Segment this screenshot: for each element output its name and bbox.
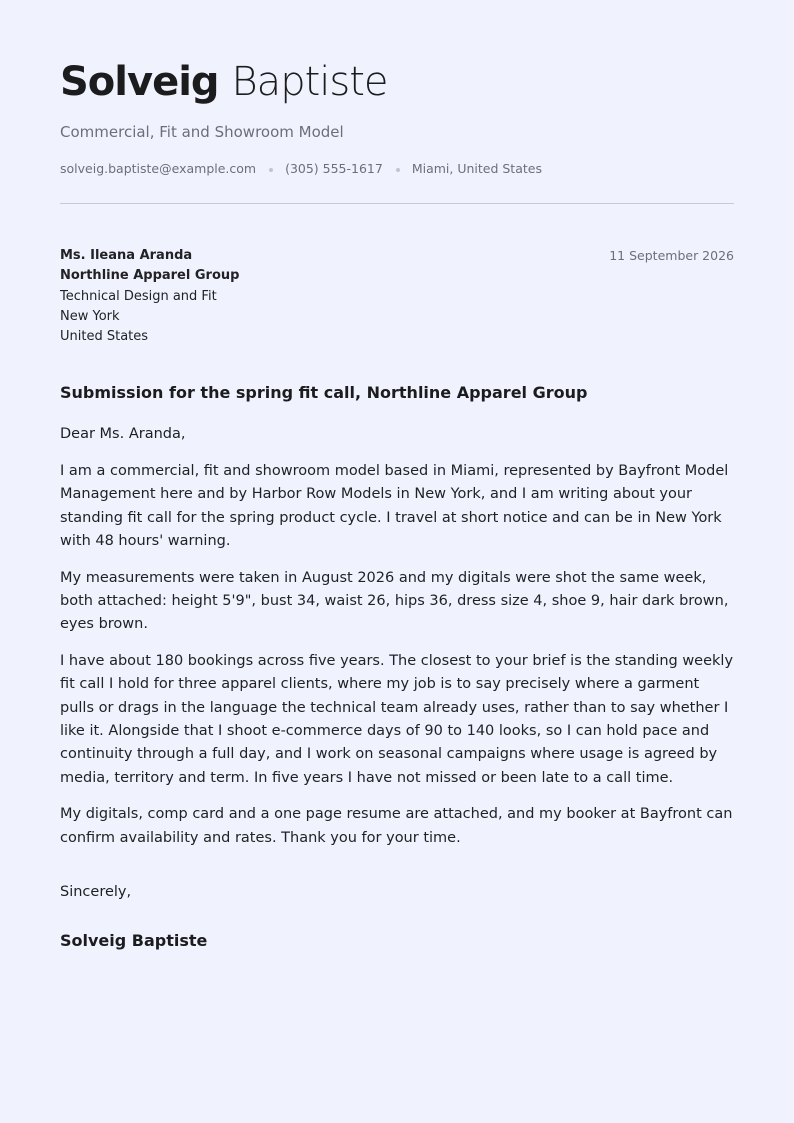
- sender-last-name: Baptiste: [231, 59, 388, 105]
- separator-dot: [396, 168, 400, 172]
- body-paragraph: My measurements were taken in August 2026 and my digitals were shot the same week, both attached: height 5'9", bust 34, waist 26, hips 36, dress size 4, shoe 9, hair dark brown, eyes brown.: [60, 569, 729, 633]
- header-divider: [60, 203, 734, 204]
- sender-title: Commercial, Fit and Showroom Model: [60, 123, 344, 141]
- sender-phone: (305) 555-1617: [285, 161, 383, 176]
- letter-subject: Submission for the spring fit call, Northline Apparel Group: [60, 383, 588, 403]
- sender-first-name: Solveig: [60, 59, 219, 105]
- contact-line: [60, 161, 734, 177]
- body-paragraph: I have about 180 bookings across five years. The closest to your brief is the standing weekly fit call I hold for three apparel clients, where my job is to say precisely where a garment pulls or drags in the language the technical team already uses, rather than to say whether I like it. Alongside that I shoot e-commerce days of 90 to 140 looks, so I can hold pace and continuity through a full day, and I work on seasonal campaigns where usage is agreed by media, territory and term. In five years I have not missed or been late to a call time.: [60, 652, 734, 786]
- closing: Sincerely,: [60, 883, 132, 900]
- signature: Solveig Baptiste: [60, 931, 208, 951]
- salutation: Dear Ms. Aranda,: [60, 426, 186, 443]
- recipient-company: Northline Apparel Group: [60, 268, 240, 284]
- body-paragraph: My digitals, comp card and a one page resume are attached, and my booker at Bayfront can confirm availability and rates. Thank you for your time.: [60, 806, 733, 846]
- body-paragraph: I am a commercial, fit and showroom model based in Miami, represented by Bayfront Model Management here and by Harbor Row Models in New York, and I am writing about your standing fit call for the spring product cycle. I travel at short notice and can be in New York with 48 hours' warning.: [60, 462, 729, 550]
- separator-dot: [269, 168, 273, 172]
- recipient-city: New York: [60, 308, 120, 324]
- sender-location: Miami, United States: [411, 161, 542, 176]
- letter-date: 11 September 2026: [609, 248, 734, 263]
- recipient-country: United States: [60, 329, 149, 345]
- recipient-block: [60, 246, 734, 347]
- sender-email: solveig.baptiste@example.com: [60, 161, 257, 176]
- sender-name: [60, 58, 734, 106]
- letter-header: [60, 0, 734, 204]
- recipient-name: Ms. Ileana Aranda: [60, 248, 193, 263]
- recipient-department: Technical Design and Fit: [60, 288, 217, 304]
